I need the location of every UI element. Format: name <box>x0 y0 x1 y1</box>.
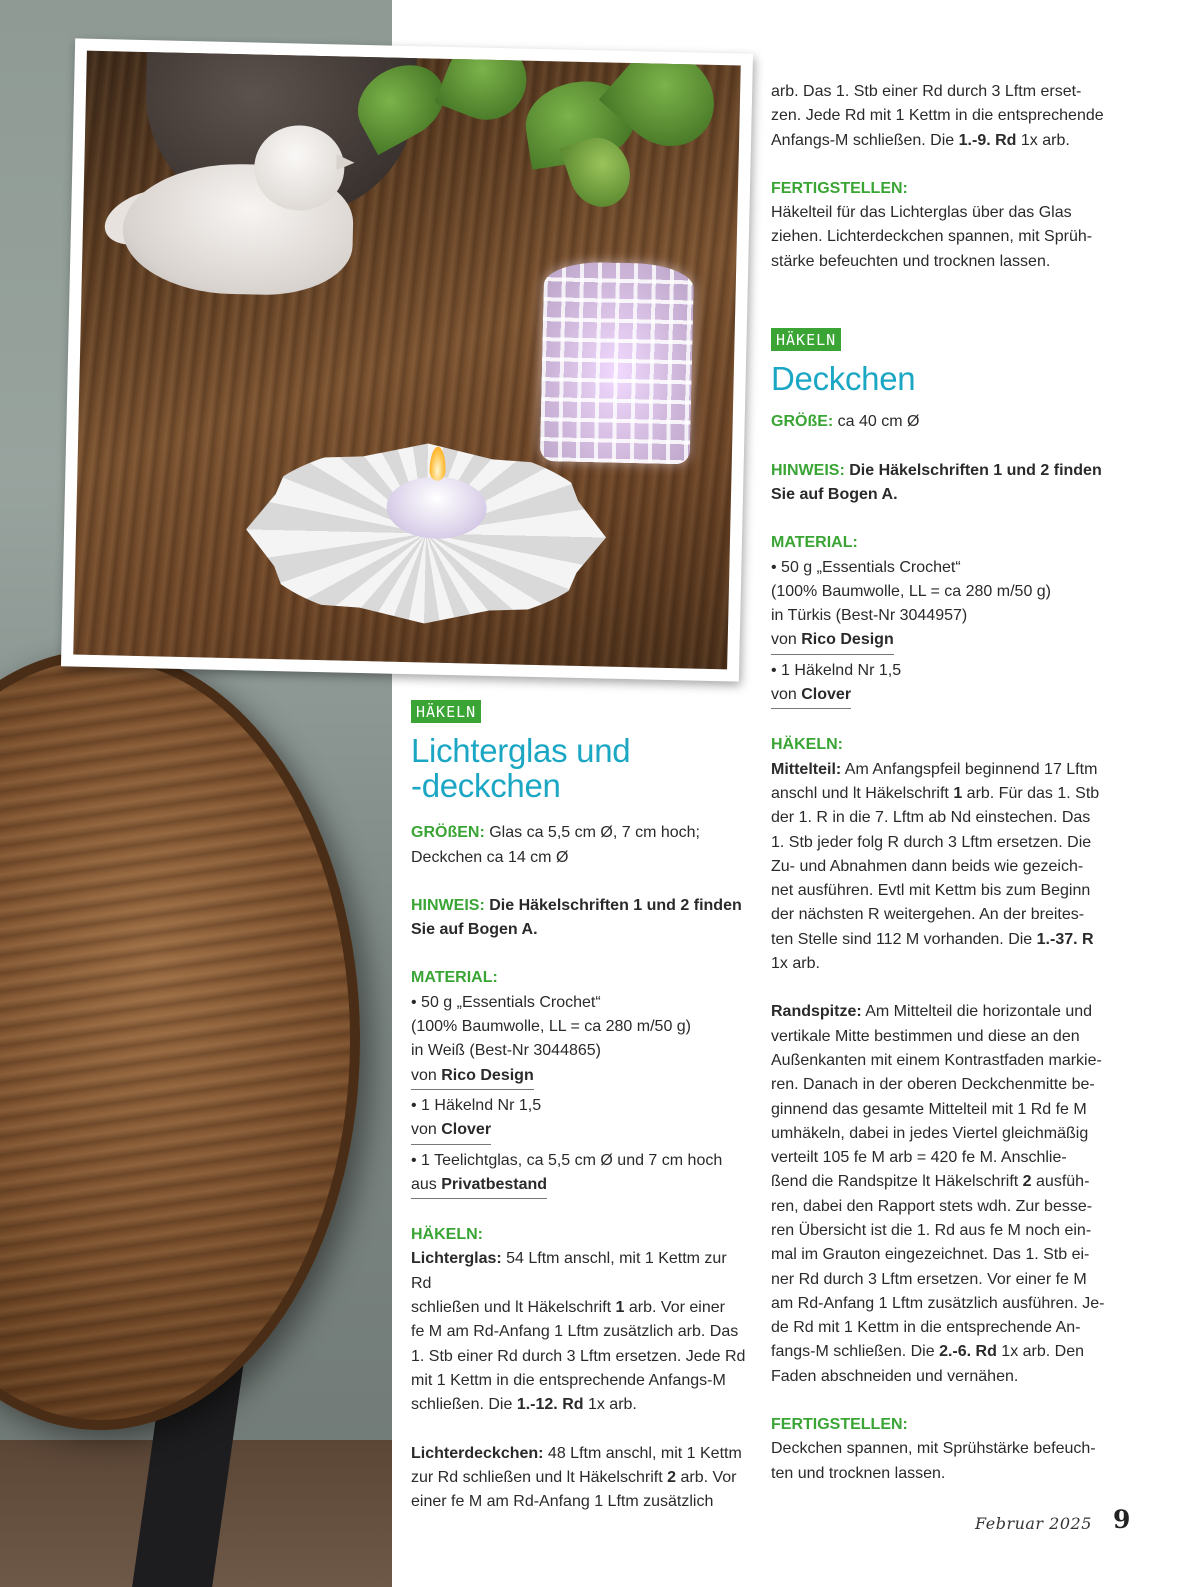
plant-leaves <box>354 51 737 206</box>
crochet-candle-jar <box>540 261 694 464</box>
crochet-instructions-border: Randspitze: Am Mittelteil die horizontale und vertikale Mitte bestimmen und diese an den Außenkanten mit einem Kontrastfaden markie- ren. Danach in der oberen Deckchenmitte be- ginnend das gesamte Mittelteil mit 1 Rd fe M umhäkeln, dabei in jedes Viertel gleichmäßig verteilt 105 fe M arb = 420 fe M. Anschlie- ßend die Randspitze lt Häkelschrift 2 ausfüh- ren, dabei den Rapport stets wdh. Zur besse- ren Übersicht ist die 1. Rd aus fe M noch ein- mal im Grauton eingezeichnet. Das 1. Stb ei- ner Rd durch 3 Lftm ersetzen. Vor einer fe M am Rd-Anfang 1 Lftm zusätzlich ausführen. Je- de Rd mit 1 Kettm in die entsprechende An- fangs-M schließen. Die 2.-6. Rd 1x arb. Den Faden abschneiden und vernähen. <box>771 1003 1105 1385</box>
supplier-private: aus Privatbestand <box>411 1173 547 1199</box>
crochet-instructions-glass: HÄKELN: Lichterglas: 54 Lftm anschl, mit 1 Kettm zur Rd schließen und lt Häkelschrift 1 arb. Vor einer fe M am Rd-Anfang 1 Lftm zusätzlich arb. Das 1. Stb einer Rd durch 3 Lftm ersetzen. Jede Rd mit 1 Kettm in die entsprechende Anfangs-M schließen. Die 1.-12. Rd 1x arb. <box>411 1226 746 1414</box>
supplier-rico: von Rico Design <box>411 1064 534 1090</box>
supplier-clover: von Clover <box>411 1118 491 1144</box>
product-photo <box>73 51 741 670</box>
crochet-instructions-center: HÄKELN: Mittelteil: Am Anfangspfeil beginnend 17 Lftm anschl und lt Häkelschrift 1 arb. Für das 1. Stb der 1. R in die 7. Lftm ab Nd einstechen. Das 1. Stb jeder folg R durch 3 Lftm ersetzen. Die Zu- und Abnahmen dann beids wie gezeich- net ausführen. Evtl mit Kettm bis zum Beginn der nächsten R weitergehen. An der breites- ten Stelle sind 112 M vorhanden. Die 1.-37. R 1x arb. <box>771 736 1100 973</box>
section-tag-deckchen: HÄKELN <box>771 328 841 351</box>
crochet-instructions-doily: Lichterdeckchen: 48 Lftm anschl, mit 1 Kettm zur Rd schließen und lt Häkelschrift 2 arb. Vor einer fe M am Rd-Anfang 1 Lftm zusätzlich <box>411 1444 742 1511</box>
hint: HINWEIS: Die Häkelschriften 1 und 2 finden Sie auf Bogen A. <box>411 896 742 939</box>
material-list: MATERIAL: • 50 g „Essentials Crochet“ (100% Baumwolle, LL = ca 280 m/50 g) in Weiß (Best-Nr 3044865) von Rico Design • 1 Häkelnd Nr 1,5 von Clover • 1 Teelichtglas, ca 5,5 cm Ø und 7 cm hoch aus Privatbestand <box>411 966 747 1199</box>
page-number: 9 <box>1113 1505 1131 1534</box>
section-title-deckchen: Deckchen <box>771 360 916 398</box>
size-info: GRÖßEN: Glas ca 5,5 cm Ø, 7 cm hoch; Deckchen ca 14 cm Ø <box>411 824 700 866</box>
left-column <box>411 700 747 1514</box>
supplier-rico-deckchen: von Rico Design <box>771 628 894 654</box>
section-title: Lichterglas und -deckchen <box>411 732 631 805</box>
right-column <box>771 80 1107 1486</box>
hint-deckchen: HINWEIS: Die Häkelschriften 1 und 2 finden Sie auf Bogen A. <box>771 461 1102 503</box>
ceramic-bird-beak <box>336 154 354 170</box>
supplier-clover-deckchen: von Clover <box>771 683 851 709</box>
finishing-glass: FERTIGSTELLEN: Häkelteil für das Lichterglas über das Glas ziehen. Lichterdeckchen spannen, mit Sprüh- stärke befeuchten und trocknen lassen. <box>771 179 1093 270</box>
material-list-deckchen: MATERIAL: • 50 g „Essentials Crochet“ (100% Baumwolle, LL = ca 280 m/50 g) in Türkis (Best-Nr 3044957) von Rico Design • 1 Häkelnd Nr 1,5 von Clover <box>771 531 1107 709</box>
finishing-deckchen: FERTIGSTELLEN: Deckchen spannen, mit Sprühstärke befeuch- ten und trocknen lassen. <box>771 1416 1096 1482</box>
product-photo-frame <box>61 38 753 681</box>
issue-date: Februar 2025 <box>975 1514 1092 1533</box>
table-edge <box>0 650 360 1430</box>
section-tag: HÄKELN <box>411 700 481 723</box>
size-info-deckchen: GRÖßE: ca 40 cm Ø <box>771 413 920 431</box>
continued-instructions: arb. Das 1. Stb einer Rd durch 3 Lftm erset- zen. Jede Rd mit 1 Kettm in die entsprechende Anfangs-M schließen. Die 1.-9. Rd 1x arb. <box>771 83 1104 149</box>
